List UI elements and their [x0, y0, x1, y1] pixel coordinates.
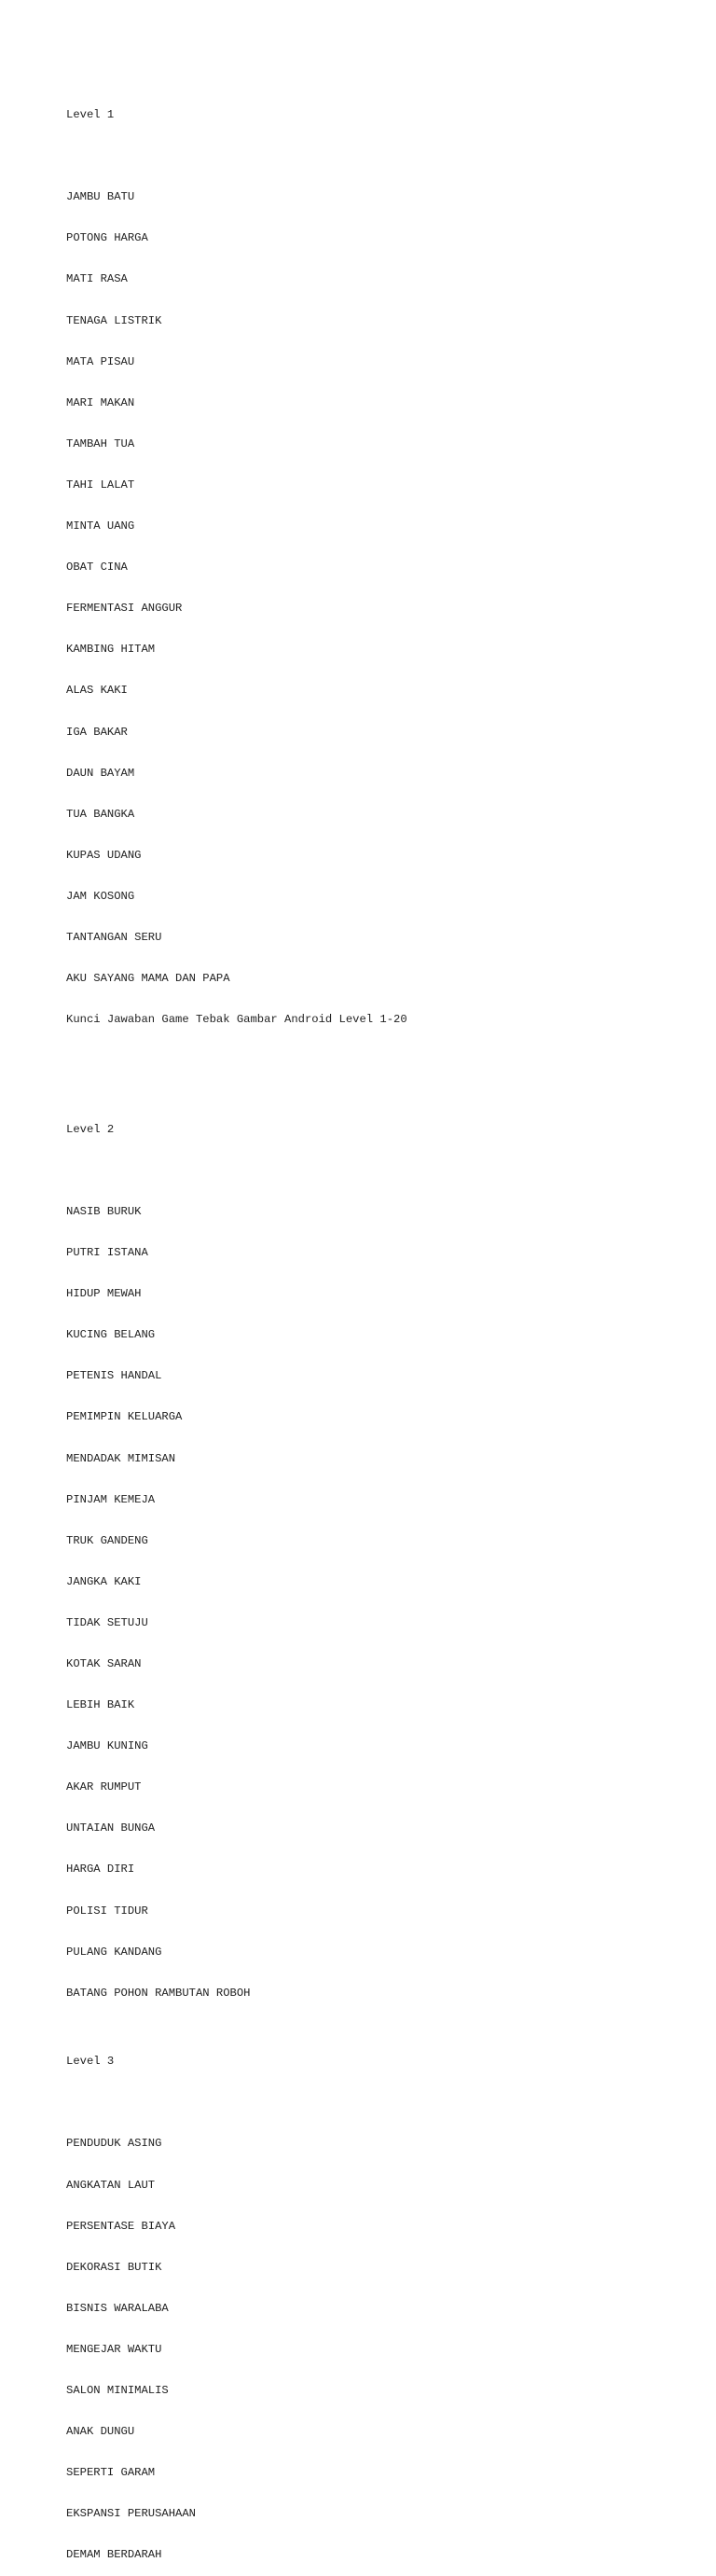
spacer — [66, 149, 682, 163]
answer-item: AKU SAYANG MAMA DAN PAPA — [66, 972, 230, 986]
answer-item: ANAK DUNGU — [66, 2425, 135, 2439]
answer-item: IGA BAKAR — [66, 725, 128, 739]
answer-item: DAUN BAYAM — [66, 766, 135, 780]
answer-item: PENDUDUK ASING — [66, 2137, 162, 2151]
answer-item: DEKORASI BUTIK — [66, 2260, 162, 2274]
document-body — [66, 67, 682, 2576]
level-3-heading: Level 3 — [66, 2055, 115, 2069]
answer-item: BISNIS WARALABA — [66, 2301, 169, 2315]
answer-item: TUA BANGKA — [66, 807, 135, 821]
answer-item: TAHI LALAT — [66, 478, 135, 492]
answer-item: OBAT CINA — [66, 561, 128, 575]
answer-item: JAMBU BATU — [66, 190, 135, 204]
answer-item: EKSPANSI PERUSAHAAN — [66, 2507, 196, 2521]
answer-item: HARGA DIRI — [66, 1863, 135, 1877]
answer-item: MENGEJAR WAKTU — [66, 2342, 162, 2356]
answer-item: PEMIMPIN KELUARGA — [66, 1410, 183, 1424]
answer-item: LEBIH BAIK — [66, 1698, 135, 1712]
spacer — [66, 1054, 682, 1068]
answer-item: MARI MAKAN — [66, 395, 135, 409]
answer-item: MATI RASA — [66, 272, 128, 286]
answer-item: TANTANGAN SERU — [66, 930, 162, 944]
answer-item: SEPERTI GARAM — [66, 2466, 156, 2480]
answer-item: TIDAK SETUJU — [66, 1615, 148, 1629]
answer-item: MENDADAK MIMISAN — [66, 1451, 176, 1465]
answer-item: ANGKATAN LAUT — [66, 2178, 156, 2192]
answer-item: JAMBU KUNING — [66, 1739, 148, 1753]
answer-item: Kunci Jawaban Game Tebak Gambar Android Level 1-20 — [66, 1013, 407, 1027]
answer-item: PERSENTASE BIAYA — [66, 2219, 176, 2233]
answer-item: AKAR RUMPUT — [66, 1780, 142, 1794]
answer-item: JANGKA KAKI — [66, 1574, 142, 1588]
answer-item: JAM KOSONG — [66, 889, 135, 903]
answer-item: SALON MINIMALIS — [66, 2383, 169, 2397]
answer-item: ALAS KAKI — [66, 684, 128, 698]
answer-item: KAMBING HITAM — [66, 643, 156, 657]
answer-item: NASIB BURUK — [66, 1204, 142, 1218]
level-1-heading: Level 1 — [66, 108, 115, 122]
answer-item: MATA PISAU — [66, 354, 135, 368]
answer-item: PULANG KANDANG — [66, 1945, 162, 1959]
answer-item: PETENIS HANDAL — [66, 1369, 162, 1383]
answer-item: POTONG HARGA — [66, 231, 148, 245]
answer-item: MINTA UANG — [66, 519, 135, 533]
answer-item: KUCING BELANG — [66, 1328, 156, 1342]
answer-item: POLISI TIDUR — [66, 1904, 148, 1918]
answer-item: TENAGA LISTRIK — [66, 313, 162, 327]
level-2-heading: Level 2 — [66, 1122, 115, 1136]
answer-item: TRUK GANDENG — [66, 1533, 148, 1547]
spacer — [66, 1164, 682, 1178]
answer-item: DEMAM BERDARAH — [66, 2548, 162, 2562]
answer-item: KUPAS UDANG — [66, 848, 142, 862]
answer-item: PINJAM KEMEJA — [66, 1492, 156, 1506]
answer-item: PUTRI ISTANA — [66, 1246, 148, 1260]
answer-item: HIDUP MEWAH — [66, 1287, 142, 1301]
answer-item: TAMBAH TUA — [66, 436, 135, 450]
answer-item: UNTAIAN BUNGA — [66, 1821, 156, 1835]
answer-item: FERMENTASI ANGGUR — [66, 602, 183, 616]
answer-item: KOTAK SARAN — [66, 1656, 142, 1670]
answer-item: BATANG POHON RAMBUTAN ROBOH — [66, 1986, 251, 2000]
spacer — [66, 2096, 682, 2110]
